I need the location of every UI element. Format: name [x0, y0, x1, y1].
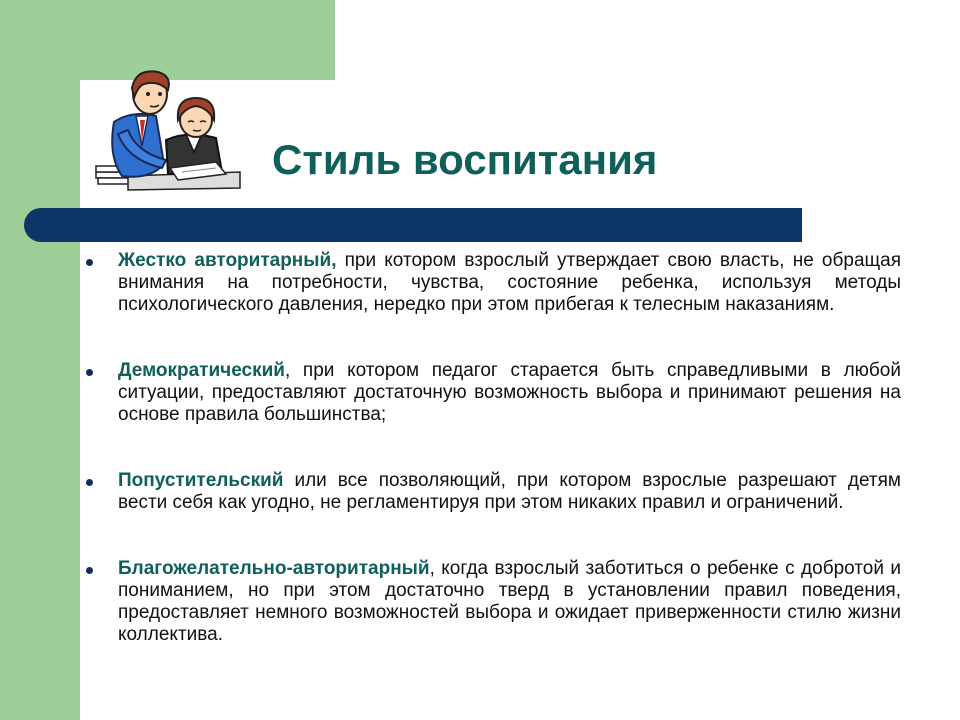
bullet-dot-icon	[86, 567, 93, 574]
bullet-item-authoritarian	[86, 250, 901, 316]
title-underline-bar	[24, 208, 802, 242]
bullet-item-democratic	[86, 360, 901, 426]
bullet-text: , при котором педагог старается быть справедливыми в любой ситуации, предоставляют достаточную возможность выбора и принимают решения на основе правила большинства;	[118, 360, 901, 425]
bullet-text: или все позволяющий, при котором взрослые разрешают детям вести себя как угодно, не регламентируя при этом никаких правил и ограничений.	[118, 470, 901, 513]
bullet-list	[86, 250, 901, 646]
bullet-term: Благожелательно-авторитарный	[118, 558, 430, 579]
bullet-term: Демократический	[118, 360, 285, 381]
bullet-item-benevolent	[86, 558, 901, 646]
slide-title: Стиль воспитания	[272, 136, 658, 183]
bullet-text: при котором взрослый утверждает свою власть, не обращая внимания на потребности, чувства, состояние ребенка, используя методы психологического давления, нередко при этом прибегая к телесным наказаниям.	[118, 250, 901, 315]
teacher-student-illustration	[92, 64, 242, 192]
bullet-term: Жестко авторитарный,	[118, 250, 337, 271]
background-green-side	[0, 0, 80, 720]
bullet-dot-icon	[86, 259, 93, 266]
bullet-dot-icon	[86, 369, 93, 376]
bullet-term: Попустительский	[118, 470, 284, 491]
bullet-dot-icon	[86, 479, 93, 486]
bullet-item-permissive	[86, 470, 901, 514]
bullet-text: , когда взрослый заботиться о ребенке с добротой и пониманием, но при этом достаточно тверд в установлении правил поведения, предоставляет немного возможностей выбора и ожидает приверженности стилю жизни коллектива.	[118, 558, 901, 645]
